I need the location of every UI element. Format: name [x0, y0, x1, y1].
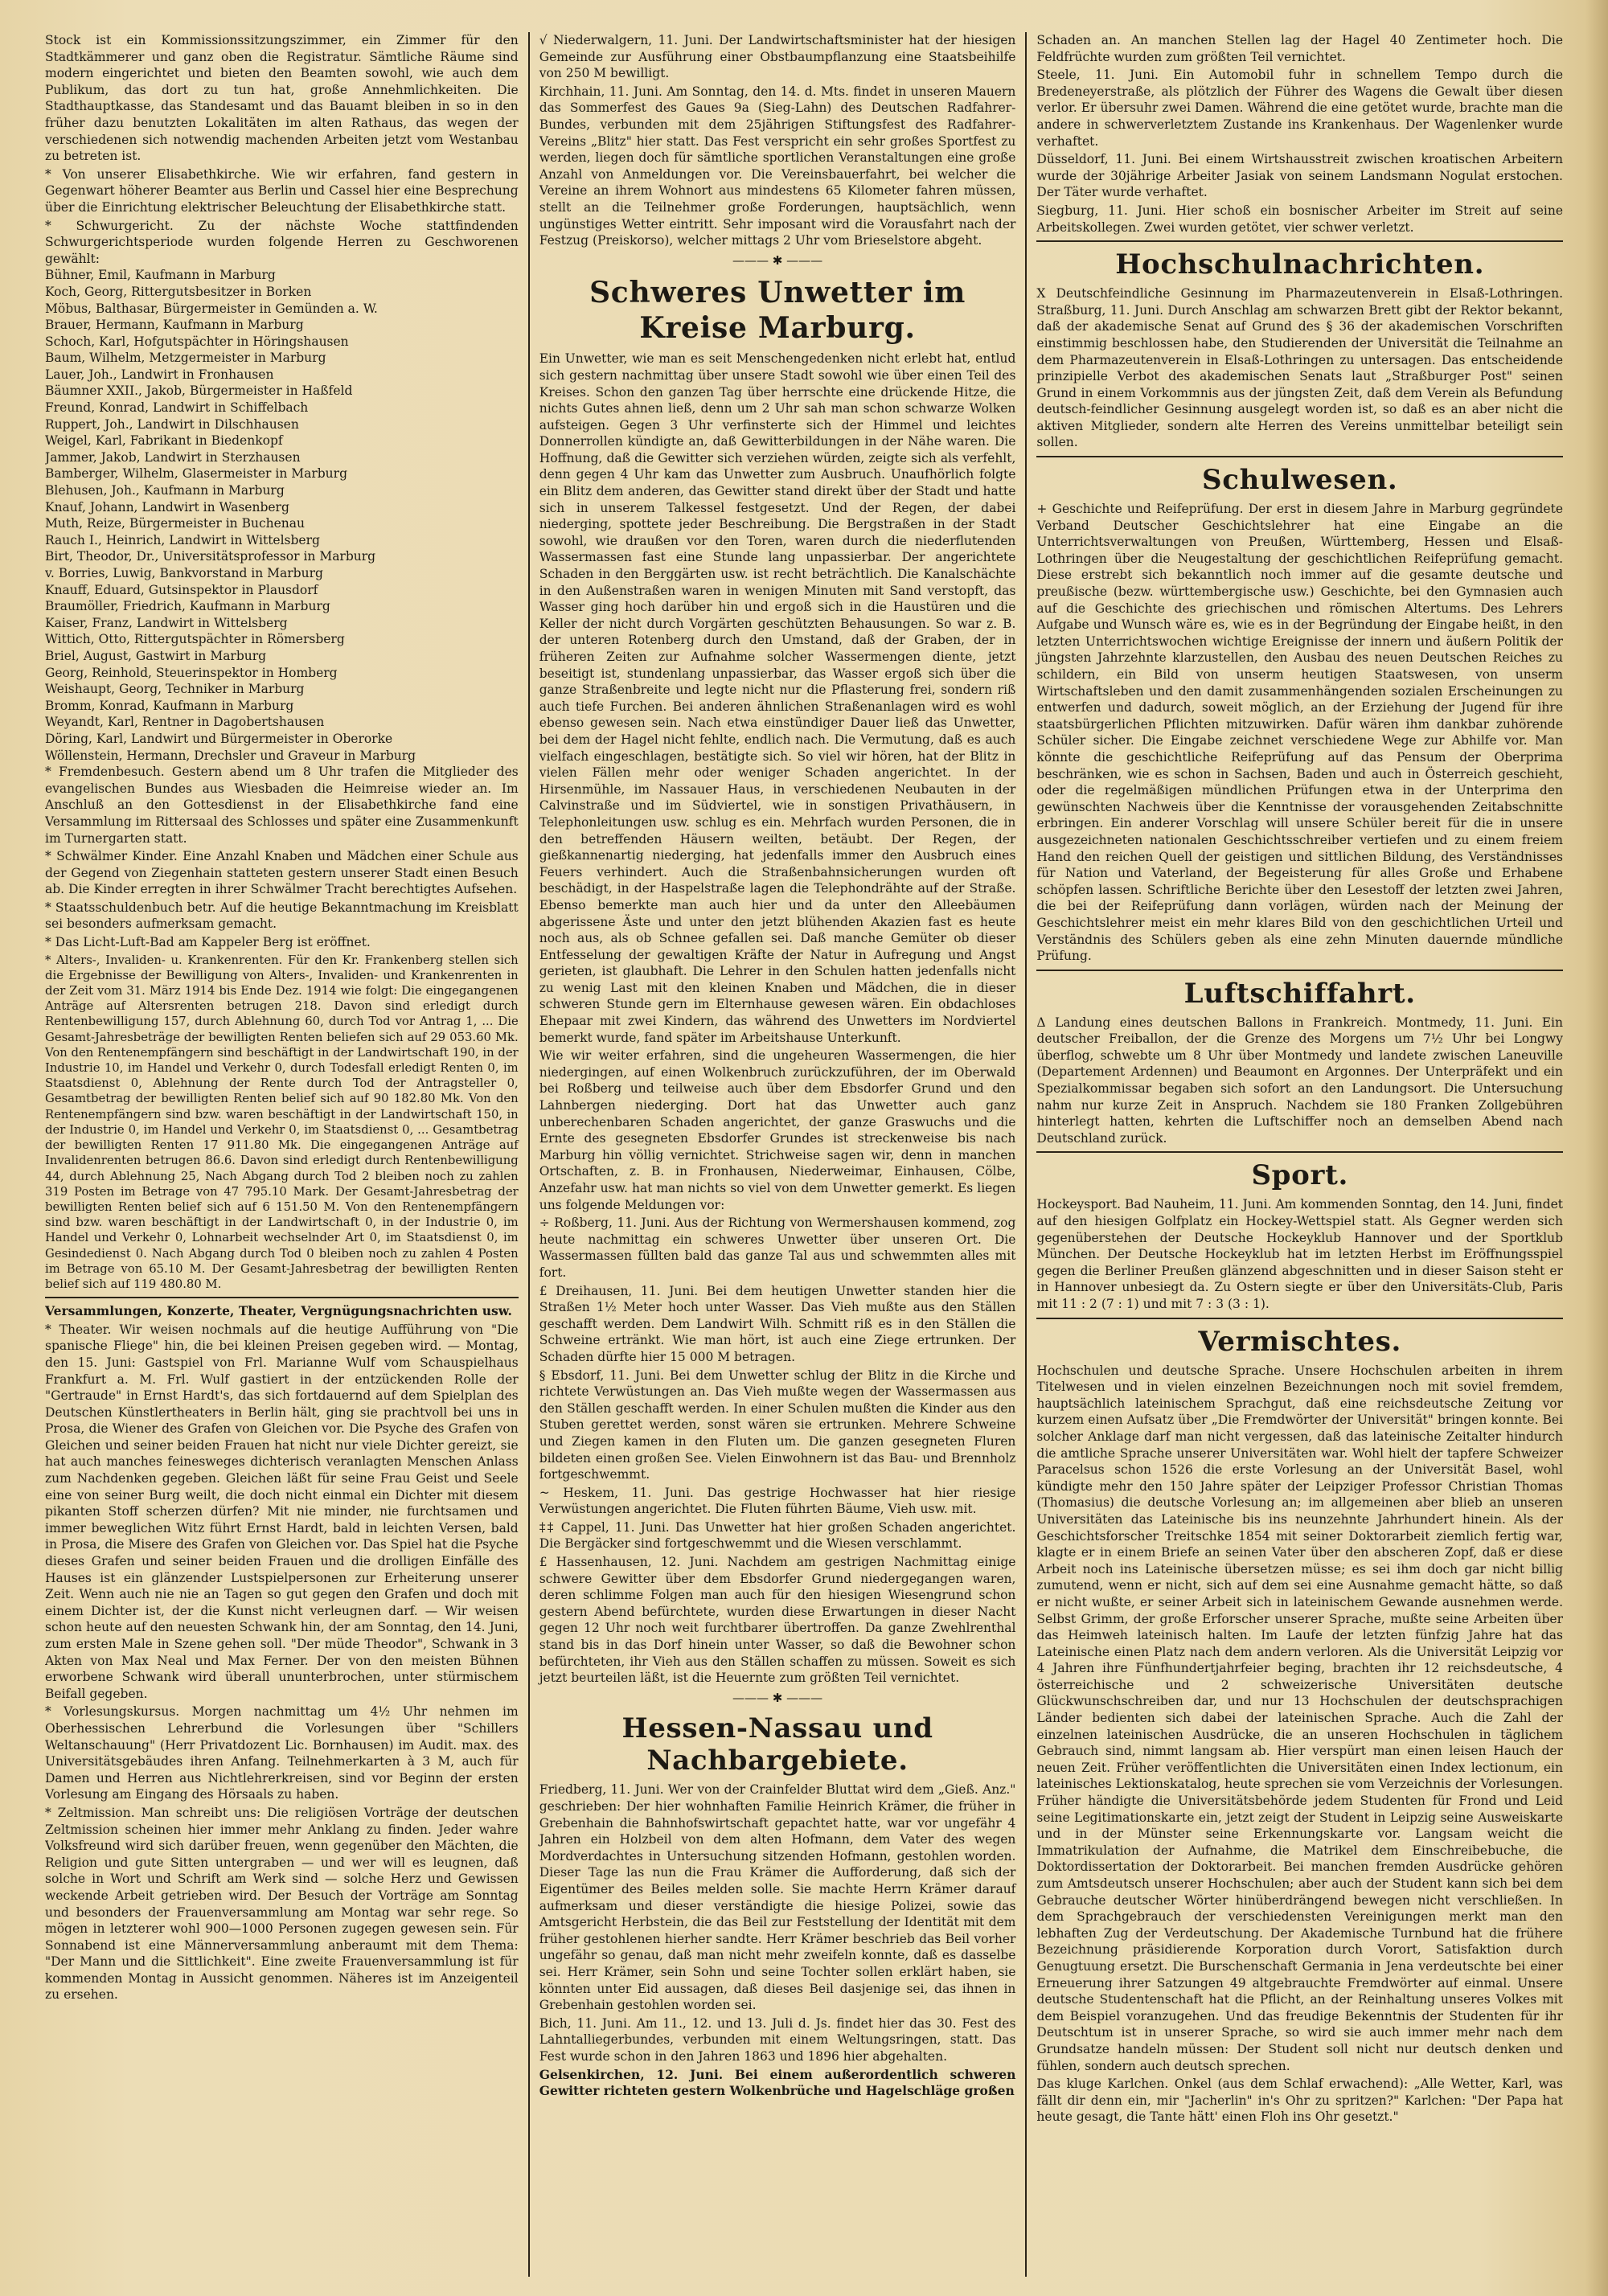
headline-schulwesen: Schulwesen.	[1202, 464, 1398, 497]
divider	[1036, 240, 1563, 242]
list-item: Weishaupt, Georg, Techniker in Marburg	[45, 682, 305, 697]
article-unwetter-2: Wie wir weiter erfahren, sind die ungeheuren Wassermengen, die hier niedergingen, auf einen Wolkenbruch zurückzuführen, der im Oberwald bei Roßberg und teilweise auch über dem Ebsdorfer Grund und den Lahnbergen niederging. Dort hat das Unwetter auch ganz unberechenbaren Schaden angerichtet, der ganze Graswuchs und die Ernte des gesegneten Ebsdorfer Grundes ist streckenweise bis nach Marburg hin völlig vernichtet. Strichweise sagen wir, denn in manchen Ortschaften, z. B. in Fronhausen, Niederweimar, Einhausen, Cölbe, Anzefahr usw. hat man nichts so viel von dem Unwetter gemerkt. Es liegen uns folgende Meldungen vor:	[539, 1048, 1016, 1212]
column-1	[45, 32, 528, 2277]
article-duesseldorf: Düsseldorf, 11. Juni. Bei einem Wirtshausstreit zwischen kroatischen Arbeitern wurde der 30jährige Arbeiter Jasiak von seinem Landsmann Nogulat erstochen. Der Täter wurde verhaftet.	[1036, 152, 1563, 200]
article-unwetter-1: Ein Unwetter, wie man es seit Menschengedenken nicht erlebt hat, entlud sich gestern nachmittag über unsere Stadt sowohl wie über einen Teil des Kreises. Schon den ganzen Tag über herrschte eine drückende Hitze, die nichts Gutes ahnen ließ, denn um 2 Uhr sah man schon schwarze Wolken aufsteigen. Gegen 3 Uhr verfinsterte sich der Himmel und leichtes Donnerrollen kündigte an, daß Gewitterbildungen in der Nähe waren. Die Hoffnung, daß die Gewitter sich verziehen würden, zeigte sich als verfehlt, denn gegen 4 Uhr kam das Unwetter zum Ausbruch. Unaufhörlich folgte ein Blitz dem anderen, das Gewitter stand direkt über der Stadt und hatte sich in unserem Talkessel festgesetzt. Und der Regen, der dabei niederging, spottete jeder Beschreibung. Die Bergstraßen in der Stadt sowohl, wie draußen vor den Toren, waren durch die niederflutenden Wassermassen fast eine Stunde lang unpassierbar. Der angerichtete Schaden in den Berggärten usw. ist recht beträchtlich. Die Kanalschächte in den Außenstraßen waren in wenigen Minuten mit Sand verstopft, das Wasser ging hoch darüber hin und ergoß sich in die Haustüren und die Keller der nicht durch Vorgärten geschützten Behausungen. So war z. B. der unteren Rotenberg durch den Umstand, daß der Graben, der in früheren Zeiten zur Aufnahme solcher Wassermengen diente, jetzt beseitigt ist, stundenlang unpassierbar, das Wasser ergoß sich über die ganze Straßenbreite und legte nicht nur die Pflasterung frei, sondern riß auch tiefe Furchen. Bei anderen ähnlichen Straßenanlagen wird es wohl ebenso gewesen sein. Nach etwa einstündiger Dauer ließ das Unwetter, bei dem der Hagel nicht fehlte, endlich nach. Die Vermutung, daß es auch vielfach eingeschlagen, bestätigte sich. So viel wir hören, hat der Blitz in vielen Fällen mehr oder weniger Schaden angerichtet. In der Hirsenmühle, im Nassauer Haus, in verschiedenen Neubauten in der Calvinstraße und im Südviertel, wie in sonstigen Privathäusern, in Telephonleitungen usw. schlug es ein. Mehrfach wurden Personen, die in den betreffenden Häusern weilten, betäubt. Der Regen, der gießkannenartig niederging, hat jedenfalls immer den Ausbruch eines Feuers verhindert. Auch die Straßenbahnsicherungen wurden oft beschädigt, in der Haspelstraße lagen die Telephondrähte auf der Straße. Ebenso bemerkte man auch hier und da unter den Alleebäumen abgerissene Äste und unter den jetzt blühenden Akazien fast es heute noch aus, als ob Schnee gefallen sei. Daß manche Gemüter ob dieser Entfesselung der gewaltigen Kräfte der Natur in Aufregung und Angst gerieten, ist glaubhaft. Die Lehrer in den Schulen hatten jedenfalls nicht zu wenig Last mit den kleinen Knaben und Mädchen, die in dieser schweren Stunde gern im Elternhause gewesen wären. Ein obdachloses Ehepaar mit zwei Kindern, das während des Unwetters im Nordviertel bemerkt wurde, fand später im Arbeitshause Unterkunft.	[539, 351, 1016, 1045]
divider: ——— ✱ ———	[732, 1690, 823, 1705]
divider	[1036, 1151, 1563, 1153]
article-ballon: Δ Landung eines deutschen Ballons in Frankreich. Montmedy, 11. Juni. Ein deutscher Freiballon, der die Grenze des Morgens um 7½ Uhr bei Longwy überflog, schwebte um 8 Uhr über Montmedy und landete zwischen Laneuville (Departement Ardennen) und Beaumont en Argonnes. Der Unterpräfekt und ein Spezialkommissar begaben sich sofort an den Landungsort. Die Untersuchung nahm nur kurze Zeit in Anspruch. Nachdem sie 180 Franken Zollgebühren hinterlegt hatten, kehrten die Luftschiffer noch an demselben Abend nach Deutschland zurück.	[1036, 1015, 1563, 1146]
article-bich: Bich, 11. Juni. Am 11., 12. und 13. Juli d. Js. findet hier das 30. Fest des Lahntalliegerbundes, verbunden mit einem Weltungsringen, statt. Das Fest wurde schon in den Jahren 1863 und 1896 hier abgehalten.	[539, 2015, 1016, 2064]
list-item: Weyandt, Karl, Rentner in Dagobertshausen	[45, 715, 325, 730]
list-item: Muth, Reize, Bürgermeister in Buchenau	[45, 516, 306, 531]
divider: ——— ✱ ———	[732, 252, 823, 268]
article-licht-luft-bad: * Das Licht-Luft-Bad am Kappeler Berg ist eröffnet.	[45, 935, 371, 950]
article-pharmazeutenverein: X Deutschfeindliche Gesinnung im Pharmazeutenverein in Elsaß-Lothringen. Straßburg, 11. Juni. Durch Anschlag am schwarzen Brett gibt der Rektor bekannt, daß der akademische Senat auf Grund des § 36 der akademischen Vorschriften einstimmig beschlossen habe, den Studierenden der Universität die Teilnahme an dem Pharmazeutenverein in Elsaß-Lothringen zu untersagen. Das entscheidende prinzipielle Verbot des akademischen Senats laut „Straßburger Post" seinen Grund in einem Vorkommnis aus der jüngsten Zeit, daß dem Verein als Befundung deutsch-feindlicher Gesinnung ausgelegt worden ist, so daß es an aber nicht die aktiven Mitglieder, sondern alte Herren des Vereins unmittelbar beteiligt sein sollen.	[1036, 286, 1563, 450]
article-reifepruefung: + Geschichte und Reifeprüfung. Der erst in diesem Jahre in Marburg gegründete Verband Deutscher Geschichtslehrer hat eine Eingabe an die Unterrichtsverwaltungen von Preußen, Württemberg, Hessen und Elsaß-Lothringen über die Neugestaltung der geschichtlichen Reifeprüfung gemacht. Diese erstrebt sich bekanntlich noch immer auf die gesamte deutsche und preußische (bezw. württembergische usw.) Geschichte, bei den Gymnasien auch auf die Geschichte des griechischen und römischen Altertums. Des Lehrers Aufgabe und Wunsch wäre es, wie es in der Begründung der Eingabe heißt, in den letzten Unterrichtswochen wichtige Ereignisse der innern und äußern Politik der jüngsten Jahrzehnte klarzustellen, den Ausbau des neuen Deutschen Reiches zu schildern, ein Bild von unserm heutigen Staatswesen, von unserm Wirtschaftsleben und den damit zusammenhängenden sozialen Erscheinungen zu entwerfen und dadurch, soweit möglich, an der Erziehung der Jugend für ihre staatsbürgerlichen Pflichten mitzuwirken. Dafür wären ihm dankbar zuhörende Schüler sicher. Die Eingabe zeichnet verschiedene Wege zur Abhilfe vor. Man könnte die geschichtliche Reifeprüfung auf das Pensum der Oberprima beschränken, wie es schon in Sachsen, Baden und auch in Österreich geschieht, oder die regelmäßigen mündlichen Prüfungen etwa in der Unterprima den gewünschten Nachweis über die Kenntnisse der vorausgehenden Zeitabschnitte erbringen. Ein anderer Vorschlag will unsere Schüler bereit für die in unsere ausgezeichneten nationalen Geschichtsschreiber vertiefen und zu einem freiem Hand den reichen Quell der geistigen und sittlichen Bildung, des Verständnisses für Nation und Vaterland, der Begeisterung für alles Große und Erhabene schöpfen lassen. Schriftliche Berichte über den Lesestoff der letzten zwei Jahren, die bei der Reifeprüfung dann vorlägen, würden nach der Meinung der Geschichtslehrer meist ein mehr klares Bild von den geschichtlichen Urteil und Verständnis des Schülers geben als eine zehn Minuten dauernde mündliche Prüfung.	[1036, 502, 1563, 964]
divider	[1036, 456, 1563, 457]
list-item: Freund, Konrad, Landwirt in Schiffelbach	[45, 400, 309, 416]
article-kirchhain: Kirchhain, 11. Juni. Am Sonntag, den 14. d. Mts. findet in unseren Mauern das Sommerfest des Gaues 9a (Sieg-Lahn) des Deutschen Radfahrer-Bundes, verbunden mit dem 25jährigen Stiftungsfest des Radfahrer-Vereins „Blitz" hier statt. Das Fest verspricht ein sehr großes Sportfest zu werden, liegen doch für sämtliche sportlichen Veranstaltungen eine große Anzahl von Anmeldungen vor. Die Vereinsbauerfahrt, bei welcher die Vereine an ihrem Wohnort aus mindestens 65 Kilometer fahren müssen, stellt an die Teilnehmer große Forderungen, hauptsächlich, wenn ungünstiges Wetter eintritt. Sehr imposant wird die Vorausfahrt nach der Festzug (Preiskorso), welcher mittags 2 Uhr vom Brieselstore abgeht.	[539, 84, 1016, 248]
article-niederwalgern: √ Niederwalgern, 11. Juni. Der Landwirtschaftsminister hat der hiesigen Gemeinde zur Ausführung einer Obstbaumpflanzung eine Staatsbeihilfe von 250 M bewilligt.	[539, 33, 1016, 81]
article-schwaelmer-kinder: * Schwälmer Kinder. Eine Anzahl Knaben und Mädchen einer Schule aus der Gegend von Ziegenhain statteten gestern unserer Stadt einen Besuch ab. Die Kinder erregten in ihrer Schwälmer Tracht berechtigtes Aufsehen.	[45, 849, 519, 897]
list-item: Lauer, Joh., Landwirt in Fronhausen	[45, 367, 274, 382]
list-item: Jammer, Jakob, Landwirt in Sterzhausen	[45, 449, 301, 465]
article-theater: * Theater. Wir weisen nochmals auf die heutige Aufführung von "Die spanische Fliege" hin, die bei kleinen Preisen gegeben wird. — Montag, den 15. Juni: Gastspiel von Frl. Marianne Wulf vom Schauspielhaus Frankfurt a. M. Frl. Wulf gastiert in der entzückenden Rolle der "Gertraude" in Ernst Hardt's, das sich fortdauernd auf dem Spielplan des Deutschen Künstlertheaters in Berlin hält, ging sie prachtvoll bei uns in Prosa, die Wiener des Grafen von Gleichen vor. Die Psyche des Grafen von Gleichen und seiner beiden Frauen hat nicht nur viele Dichter gereizt, sie hat auch manches feinesweges dichterisch veranlagten Menschen Anlass zum Nachdenken gegeben. Gleichen läßt für seine Frau Geist und Seele eine von seiner Burg weilt, die doch nicht einmal ein Dichter mit diesem pikanten Stoff scherzen dürfen? Mit nie minder, nie furchtsamen und immer beweglichen Witz führt Ernst Hardt, bald in leichten Versen, bald in Prosa, die Misere des Grafen von Gleichen vor. Das Spiel hat die Psyche dieses Grafen und seiner beiden Frauen und die drolligen Einfälle des Hauses ist ein glänzender Lustspielpersonen zur Erheiterung unserer Zeit. Wenn auch nie nie an Tagen so gut gegen den Grafen und doch mit einem Dichter ist, der die Kunst nicht verleugnen darf. — Wir weisen schon heute auf den neuesten Schwank hin, der am Sonntag, den 14. Juni, zum ersten Male in Szene gehen soll. "Der müde Theodor", Schwank in 3 Akten von Max Neal und Max Ferner. Der von den meisten Bühnen erworbene Schwank wird überall ununterbrochen, unter stürmischem Beifall gegeben.	[45, 1322, 519, 1701]
article-renten: * Alters-, Invaliden- u. Krankenrenten. Für den Kr. Frankenberg stellen sich die Ergebnisse der Bewilligung von Alters-, Invaliden- und Krankenrenten in der Zeit vom 31. März 1914 bis Ende Dez. 1914 wie folgt: Die eingegangenen Anträge auf Altersrenten betrugen 218. Davon sind erledigt durch Rentenbewilligung 157, durch Ablehnung 60, durch Tod vor Antrag 1, ... Die Gesamt-Jahresbeträge der bewilligten Renten beliefen sich auf 29 053.60 Mk. Von den Rentenempfängern sind beschäftigt in der Landwirtschaft 190, in der Industrie 10, im Handel und Verkehr 0, durch Todesfall erledigt Renten 0, im Staatsdienst 0, Ablehnung der Rente durch Tod der Antragsteller 0, Gesamtbetrag der bewilligten Renten belief sich auf 90 182.80 Mk. Von den Rentenempfängern sind bzw. waren beschäftigt in der Landwirtschaft 150, in der Industrie 0, im Handel und Verkehr 0, im Staatsdienst 0, ... Gesamtbetrag der bewilligten Renten 17 911.80 Mk. Die eingegangenen Anträge auf Invalidenrenten betrugen 86.6. Davon sind erledigt durch Rentenbewilligung 44, durch Ablehnung 25, Nach Abgang durch Tod 2 bleiben noch zu zahlen 319 Posten im Betrage von 47 795.10 Mark. Der Gesamt-Jahresbetrag der bewilligten Renten belief sich auf 6 151.50 M. Von den Rentenempfängern sind bzw. waren beschäftigt in der Landwirtschaft 0, in der Industrie 0, im Handel und Verkehr 0, Lohnarbeit wechselnder Art 0, im Staatsdienst 0, im Gesindedienst 0. Nach Abgang durch Tod 0 bleiben noch zu zahlen 4 Posten im Betrage von 65.10 M. Der Gesamt-Jahresbetrag der bewilligten Renten belief sich auf 119 480.80 M.	[45, 953, 519, 1291]
list-item: Braumöller, Friedrich, Kaufmann in Marburg	[45, 599, 330, 614]
report-heskem: ~ Heskem, 11. Juni. Das gestrige Hochwasser hat hier riesige Verwüstungen angerichtet. Die Fluten führten Bäume, Vieh usw. mit.	[539, 1485, 1016, 1517]
list-item: Birt, Theodor, Dr., Universitätsprofessor in Marburg	[45, 549, 376, 564]
list-item: Koch, Georg, Rittergutsbesitzer in Borken	[45, 284, 312, 299]
report-hassenhausen: £ Hassenhausen, 12. Juni. Nachdem am gestrigen Nachmittag einige schwere Gewitter über dem Ebsdorfer Grund niedergegangen waren, deren schlimme Folgen man auch für den hiesigen Wiesengrund schon gestern Abend befürchtete, wurden diese Erwartungen in dieser Nacht gegen 12 Uhr noch weit furchtbarer übertroffen. Da ganze Zwehlrenthal stand bis in das Dorf hinein unter Wasser, so daß die Bewohner schon befürchteten, ihr Vieh aus den Ställen schaffen zu müssen. Soweit es sich jetzt beurteilen läßt, ist die Heuernte zum größten Teil vernichtet.	[539, 1555, 1016, 1686]
article-steele: Steele, 11. Juni. Ein Automobil fuhr in schnellem Tempo durch die Bredeneyerstraße, als plötzlich der Führer des Wagens die Gewalt über diesen verlor. Er übersuhr zwei Damen. Während die eine getötet wurde, brachte man die andere in schwerverletztem Zustande ins Krankenhaus. Der Wagenlenker wurde verhaftet.	[1036, 68, 1563, 149]
article-fremdenbesuch: * Fremdenbesuch. Gestern abend um 8 Uhr trafen die Mitglieder des evangelischen Bundes aus Wiesbaden die Heimreise wieder an. Im Anschluß an den Gottesdienst in der Elisabethkirche fand eine Versammlung im Rittersaal des Schlosses und später eine Zusammenkunft im Turnergarten statt.	[45, 765, 519, 846]
headline-luftschiffahrt: Luftschiffahrt.	[1183, 977, 1416, 1010]
report-rossberg: ÷ Roßberg, 11. Juni. Aus der Richtung von Wermershausen kommend, zog heute nachmittag ein schweres Unwetter über unseren Ort. Die Wassermassen füllten bald das ganze Tal aus und schwemmten alles mit fort.	[539, 1216, 1016, 1280]
article-rathaus: Stock ist ein Kommissionssitzungszimmer, ein Zimmer für den Stadtkämmerer und ganz oben die Registratur. Sämtliche Räume sind modern eingerichtet und bieten den Beamten sowohl, wie auch dem Publikum, das dort zu tun hat, große Annehmlichkeiten. Die Stadthauptkasse, das Standesamt und das Bauamt bleiben in so in den früher dazu benutzten Lokalitäten im alten Rathaus, das wegen der verschiedenen sich notwendig machenden Arbeiten jetzt vom Westanbau zu betreten ist.	[45, 33, 519, 164]
list-item: v. Borries, Luwig, Bankvorstand in Marburg	[45, 566, 323, 580]
list-item: Bühner, Emil, Kaufmann in Marburg	[45, 268, 276, 283]
list-item: Knauff, Eduard, Gutsinspektor in Plausdorf	[45, 582, 318, 597]
article-staatsschuldenbuch: * Staatsschuldenbuch betr. Auf die heutige Bekanntmachung im Kreisblatt sei besonders aufmerksam gemacht.	[45, 900, 519, 932]
article-elisabethkirche: * Von unserer Elisabethkirche. Wie wir erfahren, fand gestern in Gegenwart höherer Beamter aus Berlin und Cassel hier eine Besprechung über die Einrichtung elektrischer Beleuchtung der Elisabethkirche statt.	[45, 166, 519, 215]
list-item: Bamberger, Wilhelm, Glasermeister in Marburg	[45, 466, 347, 482]
list-item: Brauer, Hermann, Kaufmann in Marburg	[45, 318, 304, 333]
list-item: Schoch, Karl, Hofgutspächter in Höringshausen	[45, 334, 349, 349]
article-karlchen: Das kluge Karlchen. Onkel (aus dem Schlaf erwachend): „Alle Wetter, Karl, was fällt dir denn ein, mir "Jacherlin" in's Ohr zu spritzen?" Karlchen: "Der Papa hat heute gesagt, die Tante hätt' einen Floh ins Ohr gesetzt."	[1036, 2077, 1563, 2125]
list-item: Kaiser, Franz, Landwirt in Wittelsberg	[45, 615, 288, 630]
list-item: Briel, August, Gastwirt in Marburg	[45, 648, 267, 663]
column-2	[530, 32, 1026, 2277]
list-item: Bäumner XXII., Jakob, Bürgermeister in Haßfeld	[45, 383, 353, 399]
article-hagel: Schaden an. An manchen Stellen lag der Hagel 40 Zentimeter hoch. Die Feldfrüchte wurden zum größten Teil vernichtet.	[1036, 33, 1563, 64]
divider	[1036, 970, 1563, 971]
list-item: Weigel, Karl, Fabrikant in Biedenkopf	[45, 433, 283, 449]
headline-hochschulnachrichten: Hochschulnachrichten.	[1115, 248, 1485, 281]
column-3	[1027, 32, 1563, 2277]
list-item: Baum, Wilhelm, Metzgermeister in Marburg	[45, 351, 326, 366]
article-friedberg: Friedberg, 11. Juni. Wer von der Crainfelder Bluttat wird dem „Gieß. Anz." geschrieben: Der hier wohnhaften Familie Heinrich Krämer, die früher in Grebenhain die Bahnhofswirtschaft gepachtet hatte, war vor ungefähr 4 Jahren ein Holzbeil von dem alten Hofmann, dem Vater des wegen Mordverdachtes in Untersuchung sitzenden Hofmann, gestohlen worden. Dieser Tage las nun die Frau Krämer die Aufforderung, daß sich der Eigentümer des Beiles melden solle. Sie machte Herrn Krämer darauf aufmerksam und dieser verständigte die hiesige Polizei, sowie das Amtsgericht Herbstein, die das Beil zur Feststellung der Identität mit dem früher gestohlenen hierher sandte. Herr Krämer beschrieb das Beil vorher ungefähr so genau, daß man nicht mehr zweifeln konnte, daß es dasselbe sei. Herr Krämer, sein Sohn und seine Tochter sollen erklärt haben, sie könnten unter Eid aussagen, daß dieses Beil dasjenige sei, das ihnen in Grebenhain gestohlen worden sei.	[539, 1782, 1016, 2013]
headline-sport: Sport.	[1251, 1159, 1348, 1192]
list-item: Bromm, Konrad, Kaufmann in Marburg	[45, 698, 294, 713]
columns	[45, 32, 1563, 2277]
article-siegburg: Siegburg, 11. Juni. Hier schoß ein bosnischer Arbeiter im Streit auf seine Arbeitskollegen. Zwei wurden getötet, vier schwer verletzt.	[1036, 203, 1563, 235]
article-zeltmission: * Zeltmission. Man schreibt uns: Die religiösen Vorträge der deutschen Zeltmission scheinen hier immer mehr Anklang zu finden. Jeder wahre Volksfreund wird sich darüber freuen, wenn gegenüber den Mächten, die Religion und gute Sitten untergraben — und wer will es leugnen, daß solche in Wort und Schrift am Werk sind — solche Herz und Gewissen weckende Arbeit getrieben wird. Der Besuch der Vorträge am Sonntag und besonders der Frauenversammlung am Montag war sehr rege. So mögen in letzterer wohl 900—1000 Personen zugegen gewesen sein. Für Sonnabend ist eine Männerversammlung anberaumt mit dem Thema: "Der Mann und die Sittlichkeit". Eine zweite Frauenversammlung ist für kommenden Montag in Aussicht genommen. Näheres ist im Anzeigenteil zu ersehen.	[45, 1805, 519, 2003]
headline-hessen-nassau: Hessen-Nassau und Nachbargebiete.	[621, 1712, 933, 1777]
list-item: Möbus, Balthasar, Bürgermeister in Gemünden a. W.	[45, 301, 378, 316]
report-cappel: ‡‡ Cappel, 11. Juni. Das Unwetter hat hier großen Schaden angerichtet. Die Bergäcker sind fortgeschwemmt und die Wiesen verschlammt.	[539, 1519, 1016, 1552]
list-item: Rauch I., Heinrich, Landwirt in Wittelsberg	[45, 532, 320, 547]
report-ebsdorf: § Ebsdorf, 11. Juni. Bei dem Unwetter schlug der Blitz in die Kirche und richtete Verwüstungen an. Das Vieh mußte wegen der Wassermassen aus den Ställen geschafft werden. In einer Schulen mußten die Kinder aus den Stuben gerettet werden, sonst wären sie ertrunken. Mehrere Schweine und Ziegen kamen in den Fluten um. Die ganzen gesegneten Fluren bildeten einen großen See. Vielen Einwohnern ist das Bau- und Brennholz fortgeschwemmt.	[539, 1367, 1016, 1482]
list-item: Wittich, Otto, Rittergutspächter in Römersberg	[45, 632, 345, 647]
divider	[45, 1297, 519, 1298]
article-schwurgericht: * Schwurgericht. Zu der nächste Woche stattfindenden Schwurgerichtsperiode wurden folgende Herren zu Geschworenen gewählt:	[45, 218, 519, 266]
list-item: Wöllenstein, Hermann, Drechsler und Graveur in Marburg	[45, 748, 416, 763]
list-item: Ruppert, Joh., Landwirt in Dilschhausen	[45, 416, 299, 432]
list-item: Döring, Karl, Landwirt und Bürgermeister in Oberorke	[45, 731, 393, 746]
divider	[1036, 1318, 1563, 1319]
list-item: Blehusen, Joh., Kaufmann in Marburg	[45, 483, 285, 498]
article-hockey: Hockeysport. Bad Nauheim, 11. Juni. Am kommenden Sonntag, den 14. Juni, findet auf den hiesigen Golfplatz ein Hockey-Wettspiel statt. Als Gegner werden sich gegenüberstehen der Deutsche Hockeyklub Hannover und der Sportklub München. Der Deutsche Hockeyklub hat im letzten Herbst im Eröffnungsspiel gegen die Berliner Preußen glänzend abgeschnitten und in dieser Saison steht er in Hannover unbesiegt da. Zu Ostern siegte er über den Universitäts-Club, Paris mit 11 : 2 (7 : 1) und mit 7 : 3 (3 : 1).	[1036, 1197, 1563, 1311]
headline-vermischtes: Vermischtes.	[1198, 1325, 1402, 1358]
headline-unwetter: Schweres Unwetter im Kreise Marburg.	[589, 276, 966, 346]
section-heading-versammlungen: Versammlungen, Konzerte, Theater, Vergnügungsnachrichten usw.	[45, 1303, 512, 1319]
article-hochschulen-sprache: Hochschulen und deutsche Sprache. Unsere Hochschulen arbeiten in ihrem Titelwesen und in vielen einzelnen Bezeichnungen noch mit soviel fremdem, hauptsächlich lateinischem Sprachgut, daß eine reichsdeutsche Zeitung vor kurzem einen Aufsatz über „Die Fremdwörter der Universität" bringen konnte. Bei solcher Anklage darf man nicht vergessen, daß das lateinische Zeitalter hindurch die amtliche Sprache unserer Universitäten war. Wohl hielt der tapfere Schweizer Paracelsus schon 1526 die erste Vorlesung an der Universität Basel, wohl kündigte mehr den 150 Jahre später der Leipziger Professor Christian Thomas (Thomasius) die deutsche Vorlesung an; im allgemeinen aber blieb an unseren Universitäten das Lateinische bis ins neunzehnte Jahrhundert hinein. Als der Geschichtsforscher Treitschke 1854 mit seiner Doktorarbeit ziemlich fertig war, klagte er in einem Briefe an seinen Vater über den abscheren Zopf, daß er diese Arbeit noch ins Lateinische übersetzen müsse; es sei ihm doch gar nicht billig zumutend, wenn er nicht, sich auf dem sei eine Ausnahme gemacht hätte, so daß er nicht wußte, er seiner Arbeit sich in lateinischem Gewande ausnehmen werde. Selbst Grimm, der große Erforscher unserer Sprache, mußte seine Arbeiten über das Heimweh lateinisch halten. Im Laufe der letzten fünfzig Jahre hat das Lateinische einen Platz nach dem andern verloren. Als die Universität Leipzig vor 4 Jahren ihre Fünfhundertjahrfeier beging, brachten ihr 12 reichsdeutsche, 4 österreichische und 2 schweizerische Universitäten deutsche Glückwunschschreiben dar, und nur 13 Hochschulen der deutschsprachigen Länder bedienten sich dabei der lateinischen Sprache. Auch die Zahl der einzelnen lateinischen Ausdrücke, die an unseren Hochschulen in täglichem Gebrauch sind, nimmt langsam ab. Hier verspürt man einen leisen Hauch der neuen Zeit. Früher veröffentlichten die Universitäten einen Index lectionum, ein lateinisches Lektionskatalog, heute sprechen sie vom Verzeichnis der Vorlesungen. Früher händigte die Universitätsbehörde jedem Studenten für Frond und Leid seine Legitimationskarte ein, jetzt zeigt der Student in Leipzig seine Ausweiskarte und in der Münster seine Erkennungskarte vor. Langsam weicht die Immatrikulation der Aufnahme, die Matrikel dem Einschreibebuche, die Doktordissertation der Doktorarbeit. Bei manchen fremden Ausdrücke gehören zum Amtsdeutsch unserer Hochschulen; aber auch der Student kann sich bei dem Gebrauche deutscher Wörter hinüberdrängend bewegen nicht verschließen. In dem Sprachgebrauch der verschiedensten Vereinigungen merkt man den lebhaften Zug der Verdeutschung. Der Akademische Turnbund hat die frühere Bezeichnung präsidierende Korporation durch Vorort, Satisfaktion durch Genugtuung ersetzt. Die Burschenschaft Germania in Jena verdeutschte bei einer Erneuerung ihrer Satzungen 49 altgebrauchte Fremdwörter auf einmal. Unsere deutsche Studentenschaft hat die Pflicht, an der Reinhaltung unseres Volkes mit dem Beispiel voranzugehen. Und das freudige Bekenntnis der Studenten für ihr Deutschtum ist in unserer Sprache, so wird sie auch immer mehr nach dem Grundsatze handeln müssen: Der Student soll nicht nur deutsch denken und fühlen, sondern auch deutsch sprechen.	[1036, 1363, 1563, 2073]
list-item: Georg, Reinhold, Steuerinspektor in Homberg	[45, 665, 338, 680]
list-item: Knauf, Johann, Landwirt in Wasenberg	[45, 499, 289, 515]
jurors-list	[45, 267, 519, 764]
report-dreihausen: £ Dreihausen, 11. Juni. Bei dem heutigen Unwetter standen hier die Straßen 1½ Meter hoch unter Wasser. Das Vieh mußte aus den Ställen geschafft werden. Dem Landwirt Wilh. Schmitt riß es in den Ställen die Schweine ertränkt. Wie man hört, ist auch eine Ziege ertrunken. Der Schaden dürfte hier 15 000 M betragen.	[539, 1283, 1016, 1364]
article-gelsenkirchen: Gelsenkirchen, 12. Juni. Bei einem außerordentlich schweren Gewitter richteten gestern Wolkenbrüche und Hagelschläge großen	[539, 2066, 1016, 2099]
article-vorlesungskursus: * Vorlesungskursus. Morgen nachmittag um 4½ Uhr nehmen im Oberhessischen Lehrerbund die Vorlesungen über "Schillers Weltanschauung" (Herr Privatdozent Lic. Bornhausen) im Audit. max. des Universitätsgebäudes ihren Anfang. Teilnehmerkarten à 3 M, auch für Damen und Herren aus Nichtlehrerkreisen, sind vor Beginn der ersten Vorlesung am Eingang des Hörsaals zu haben.	[45, 1704, 519, 1802]
